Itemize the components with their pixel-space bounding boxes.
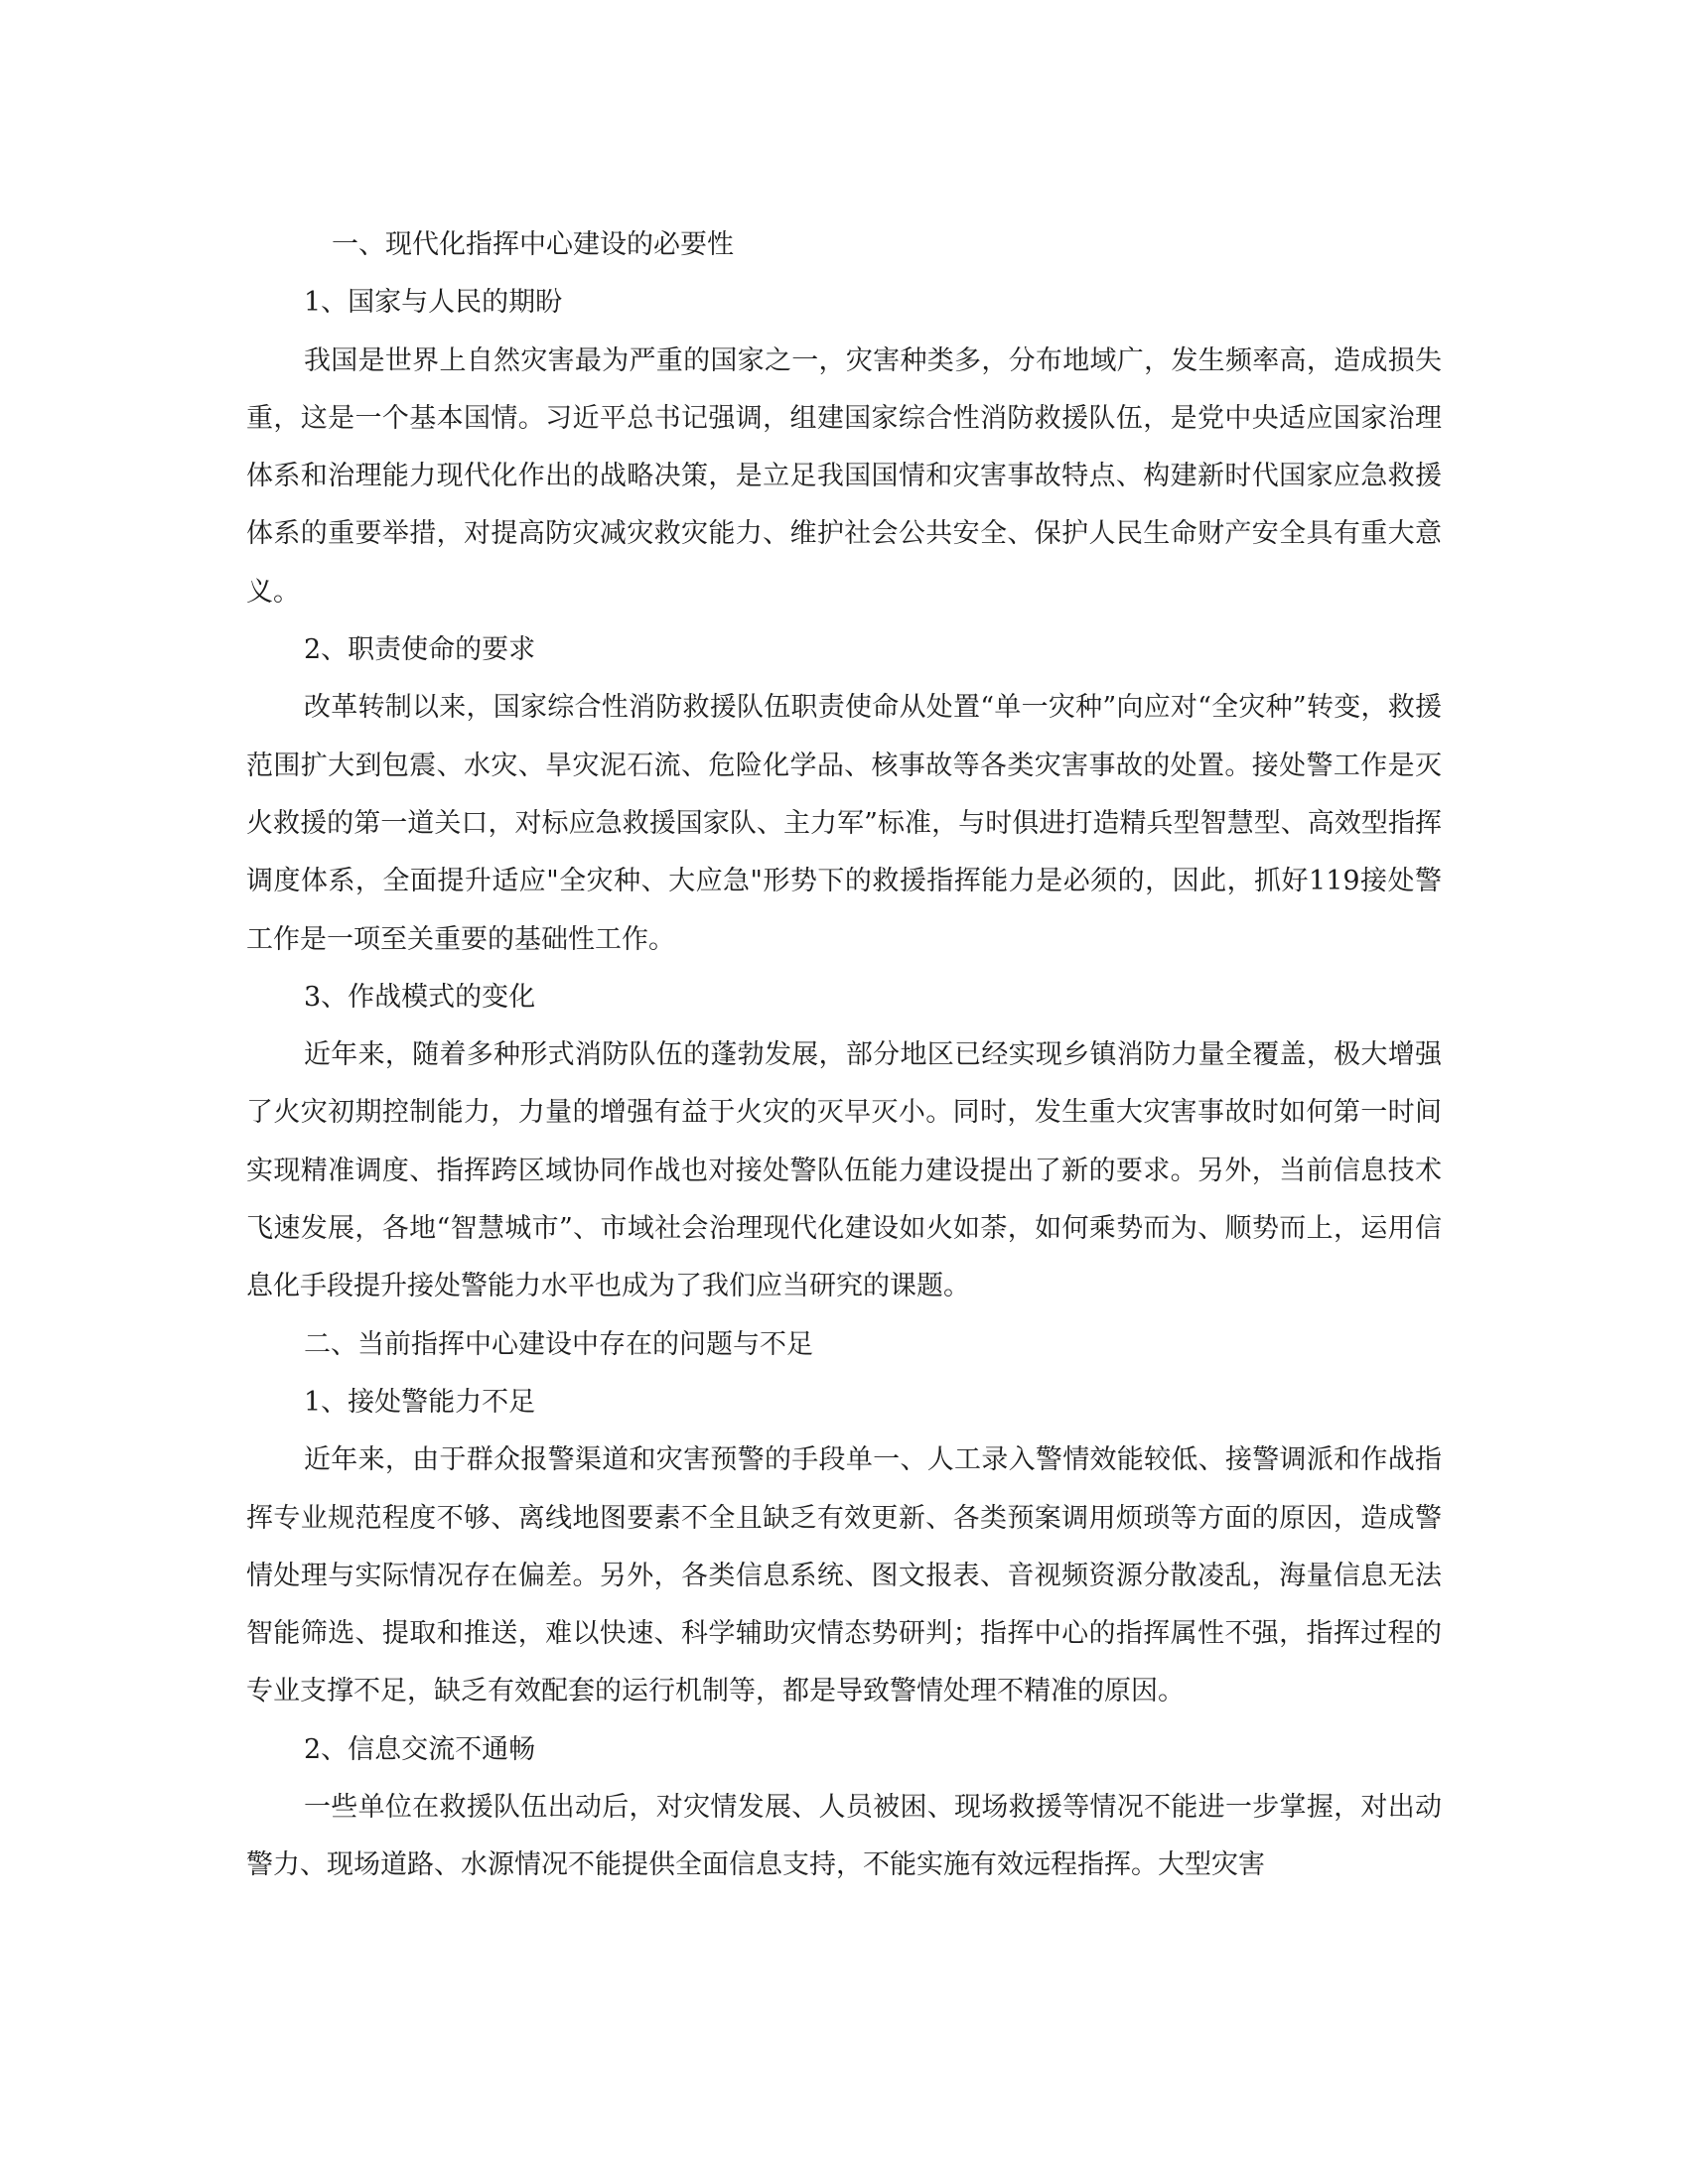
body-paragraph: 一些单位在救援队伍出动后，对灾情发展、人员被困、现场救援等情况不能进一步掌握，对出动警力、现场道路、水源情况不能提供全面信息支持，不能实施有效远程指挥。大型灾害	[246, 1792, 1442, 1881]
subsection-heading: 2、职责使命的要求	[304, 634, 536, 666]
subsection-heading: 1、国家与人民的期盼	[304, 287, 563, 319]
body-paragraph: 近年来，由于群众报警渠道和灾害预警的手段单一、人工录入警情效能较低、接警调派和作战指挥专业规范程度不够、离线地图要素不全且缺乏有效更新、各类预案调用烦琐等方面的原因，造成警情处理与实际情况存在偏差。另外，各类信息系统、图文报表、音视频资源分散凌乱，海量信息无法智能筛选、提取和推送，难以快速、科学辅助灾情态势研判；指挥中心的指挥属性不强，指挥过程的专业支撑不足，缺乏有效配套的运行机制等，都是导致警情处理不精准的原因。	[246, 1444, 1442, 1707]
section-heading: 二、当前指挥中心建设中存在的问题与不足	[304, 1328, 813, 1360]
subsection-heading: 2、信息交流不通畅	[304, 1733, 536, 1765]
body-paragraph: 近年来，随着多种形式消防队伍的蓬勃发展，部分地区已经实现乡镇消防力量全覆盖，极大增强了火灾初期控制能力，力量的增强有益于火灾的灭早灭小。同时，发生重大灾害事故时如何第一时间实现精准调度、指挥跨区域协同作战也对接处警队伍能力建设提出了新的要求。另外，当前信息技术飞速发展，各地“智慧城市”、市域社会治理现代化建设如火如荼，如何乘势而为、顺势而上，运用信息化手段提升接处警能力水平也成为了我们应当研究的课题。	[246, 1039, 1442, 1302]
section-heading: 一、现代化指挥中心建设的必要性	[332, 229, 734, 260]
body-paragraph: 我国是世界上自然灾害最为严重的国家之一，灾害种类多，分布地域广，发生频率高，造成损失重，这是一个基本国情。习近平总书记强调，组建国家综合性消防救援队伍，是党中央适应国家治理体系和治理能力现代化作出的战略决策，是立足我国国情和灾害事故特点、构建新时代国家应急救援体系的重要举措，对提高防灾减灾救灾能力、维护社会公共安全、保护人民生命财产安全具有重大意义。	[246, 344, 1442, 608]
subsection-heading: 1、接处警能力不足	[304, 1386, 536, 1418]
document-body	[246, 216, 1442, 1895]
subsection-heading: 3、作战模式的变化	[304, 981, 536, 1013]
body-paragraph: 改革转制以来，国家综合性消防救援队伍职责使命从处置“单一灾种”向应对“全灾种”转变，救援范围扩大到包震、水灾、旱灾泥石流、危险化学品、核事故等各类灾害事故的处置。接处警工作是灭火救援的第一道关口，对标应急救援国家队、主力军”标准，与时俱进打造精兵型智慧型、高效型指挥调度体系，全面提升适应"全灾种、大应急"形势下的救援指挥能力是必须的，因此，抓好119接处警工作是一项至关重要的基础性工作。	[246, 692, 1442, 955]
